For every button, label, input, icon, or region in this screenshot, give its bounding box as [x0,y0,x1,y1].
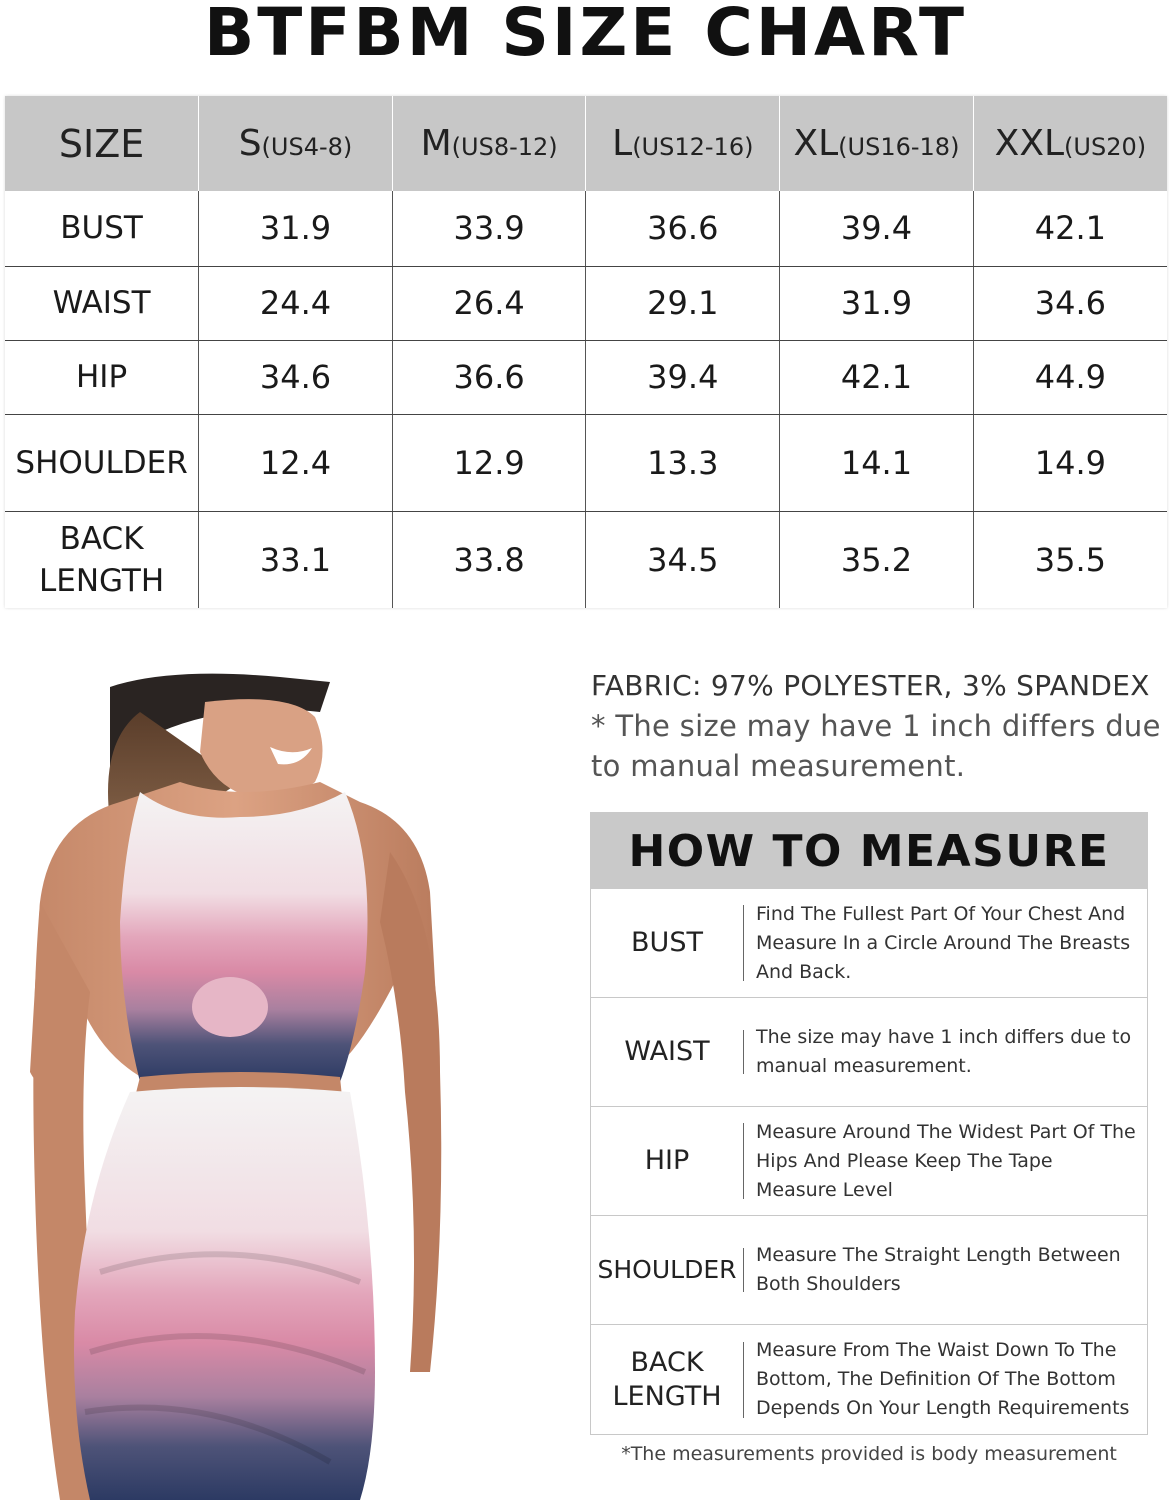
table-cell: 31.9 [199,191,393,266]
size-header-row [5,96,1167,191]
how-to-measure-panel [590,812,1148,1435]
table-row-back-length [5,511,1167,608]
header-m: M(US8-12) [392,96,586,191]
fabric-label: FABRIC: [591,669,702,702]
measure-row-back-length [590,1325,1148,1435]
fabric-info [591,666,1166,786]
dress-skirt [74,1087,375,1500]
table-cell: 33.1 [199,511,393,608]
measure-desc: Measure From The Waist Down To The Bottom, The Definition Of The Bottom Depends On Your Length Requirements [756,1339,1130,1419]
table-cell: 36.6 [586,191,780,266]
table-cell: 26.4 [392,266,586,340]
header-size: SIZE [5,96,199,191]
header-l: L(US12-16) [586,96,780,191]
table-cell: 14.9 [973,414,1167,511]
measure-row-waist [590,998,1148,1107]
size-chart-table [5,96,1167,608]
measure-row-hip [590,1107,1148,1216]
measurement-footnote: *The measurements provided is body measurement [621,1443,1117,1465]
table-row-hip [5,340,1167,414]
how-to-measure-heading: HOW TO MEASURE [590,812,1148,889]
table-cell: 39.4 [780,191,974,266]
header-xl: XL(US16-18) [780,96,974,191]
header-s: S(US4-8) [199,96,393,191]
header-xxl: XXL(US20) [973,96,1167,191]
fabric-note: * The size may have 1 inch differs due to manual measurement. [591,709,1161,783]
table-cell: 13.3 [586,414,780,511]
measure-desc: Measure Around The Widest Part Of The Hips And Please Keep The Tape Measure Level [756,1120,1136,1201]
row-label: WAIST [5,266,199,340]
measure-desc: The size may have 1 inch differs due to manual measurement. [756,1026,1132,1077]
table-row-waist [5,266,1167,340]
table-cell: 34.5 [586,511,780,608]
table-cell: 33.9 [392,191,586,266]
measure-row-bust [590,889,1148,998]
model-photo [30,672,450,1500]
table-cell: 44.9 [973,340,1167,414]
table-cell: 42.1 [973,191,1167,266]
fabric-value: 97% POLYESTER, 3% SPANDEX [701,669,1150,702]
measure-label-line: BACK [630,1346,704,1378]
table-cell: 35.5 [1034,540,1107,579]
row-label-line: BACK [59,520,144,557]
row-label-line: LENGTH [38,562,165,599]
front-knot [192,977,268,1037]
table-row-shoulder [5,414,1167,511]
table-cell: 36.6 [392,340,586,414]
row-label: SHOULDER [5,414,199,511]
table-cell: 31.9 [780,266,974,340]
row-label: HIP [5,340,199,414]
measure-row-shoulder [590,1216,1148,1325]
measure-label: WAIST [624,1036,710,1067]
table-cell: 33.8 [392,511,586,608]
measure-desc: Measure The Straight Length Between Both Shoulders [756,1244,1121,1295]
table-cell: 35.2 [780,511,974,608]
row-label: BUST [5,191,199,266]
table-cell: 12.4 [199,414,393,511]
measure-label: HIP [644,1145,690,1176]
table-cell: 24.4 [199,266,393,340]
table-cell: 12.9 [392,414,586,511]
dress-top [120,792,368,1082]
page-title: BTFBM SIZE CHART [203,0,967,71]
measure-desc: Find The Fullest Part Of Your Chest And Measure In a Circle Around The Breasts And Back. [756,902,1131,983]
measure-label: BUST [631,927,703,958]
table-cell: 42.1 [780,340,974,414]
model-illustration [30,672,450,1500]
table-cell: 34.6 [199,340,393,414]
measure-label: SHOULDER [597,1255,737,1284]
table-cell: 29.1 [586,266,780,340]
table-cell: 14.1 [780,414,974,511]
table-row-bust [5,191,1167,266]
row-label [5,511,199,608]
table-cell: 39.4 [586,340,780,414]
fabric-line [591,666,1166,706]
measure-label-line: LENGTH [612,1380,722,1412]
measure-label [591,1346,743,1414]
table-cell: 34.6 [973,266,1167,340]
